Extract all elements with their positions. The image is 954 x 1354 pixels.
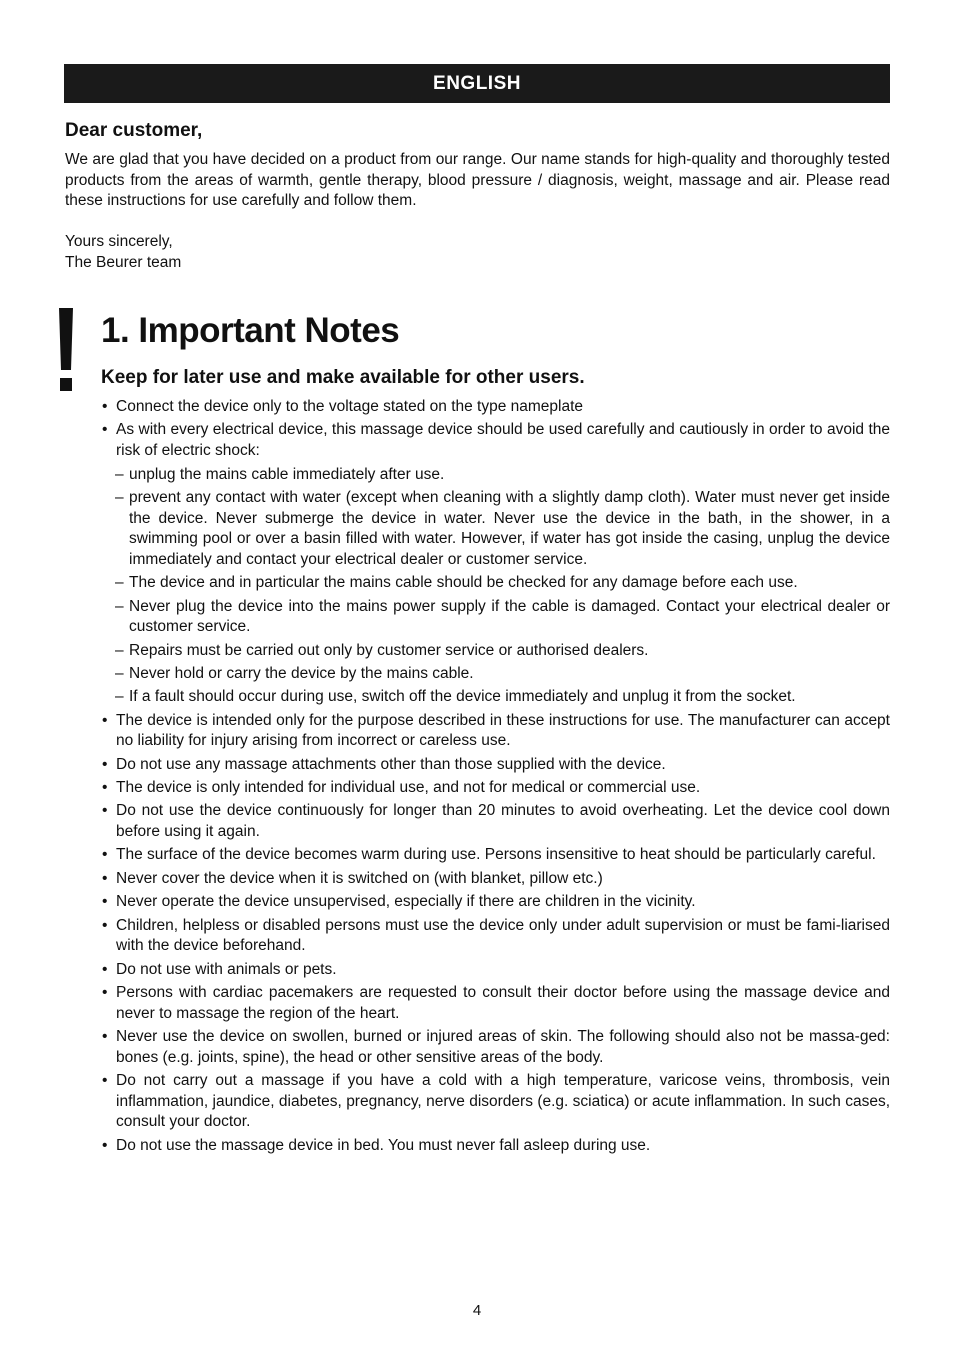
- list-item: • The device is intended only for the purpose described in these instructions for use. The manufacturer can accept no liability for injury arising from incorrect or careless use.: [100, 711, 890, 752]
- sub-list: [100, 465, 890, 708]
- notes-list: [100, 397, 890, 1159]
- list-item: • As with every electrical device, this massage device should be used carefully and cautiously in order to avoid the risk of electric shock: – unplug the mains cable immediately after use. – prevent any contact with water (except when cleaning with a slightly damp cloth). Water must never get inside the device. Never submerge the device in water. Never use the device in the bath, in the shower, in a swimming pool or over a basin filled with water. However, if water has got inside the casing, unplug the device immediately and contact your electrical dealer or customer service. – The device and in particular the mains cable should be checked for any damage before each use. – Never plug the device into the mains power supply if the cable is damaged. Contact your electrical dealer or customer service. – Repairs must be carried out only by customer service or authorised dealers. – Never hold or carry the device by the mains cable. – If a fault should occur during use, switch off the device immediately and unplug it from the socket.: [100, 420, 890, 708]
- sub-list-item: – If a fault should occur during use, switch off the device immediately and unplug it from the socket.: [100, 687, 890, 708]
- language-label: ENGLISH: [433, 72, 521, 94]
- sub-list-item: – Repairs must be carried out only by customer service or authorised dealers.: [100, 641, 890, 662]
- signoff: [65, 232, 181, 273]
- list-item: • The surface of the device becomes warm during use. Persons insensitive to heat should be particularly careful.: [100, 845, 890, 866]
- language-header: [64, 64, 890, 103]
- list-item: • Do not use the device continuously for longer than 20 minutes to avoid overheating. Let the device cool down before using it again.: [100, 801, 890, 842]
- signoff-line-2: The Beurer team: [65, 253, 182, 271]
- intro-text: We are glad that you have decided on a product from our range. Our name stands for high-quality and thoroughly tested products from the areas of warmth, gentle therapy, blood pressure / diagnosis, weight, massage and air. Please read these instructions for use carefully and follow them.: [65, 151, 890, 210]
- list-item: • Connect the device only to the voltage stated on the type nameplate: [100, 397, 890, 418]
- sub-list-item: – Never plug the device into the mains power supply if the cable is damaged. Contact your electrical dealer or customer service.: [100, 597, 890, 638]
- list-item: • Never operate the device unsupervised, especially if there are children in the vicinity.: [100, 892, 890, 913]
- page-number: 4: [472, 1302, 482, 1319]
- list-item: • Never use the device on swollen, burned or injured areas of skin. The following should also not be massa-ged: bones (e.g. joints, spine), the head or other sensitive areas of the body.: [100, 1027, 890, 1068]
- list-item: • The device is only intended for individual use, and not for medical or commercial use.: [100, 778, 890, 799]
- signoff-line-1: Yours sincerely,: [65, 233, 173, 250]
- sub-list-item: – prevent any contact with water (except when cleaning with a slightly damp cloth). Water must never get inside the device. Never submerge the device in water. Never use the device in the bath, in the shower, in a swimming pool or over a basin filled with water. However, if water has got inside the casing, unplug the device immediately and contact your electrical dealer or customer service.: [100, 488, 890, 570]
- list-item: • Persons with cardiac pacemakers are requested to consult their doctor before using the massage device and never to massage the region of the heart.: [100, 983, 890, 1024]
- sub-list-item: – unplug the mains cable immediately after use.: [100, 465, 890, 486]
- list-item: • Do not use the massage device in bed. You must never fall asleep during use.: [100, 1136, 890, 1157]
- list-item: • Do not use with animals or pets.: [100, 960, 890, 981]
- intro-paragraph: [65, 150, 890, 212]
- section-subtitle: Keep for later use and make available for other users.: [101, 367, 585, 388]
- sub-list-item: – Never hold or carry the device by the mains cable.: [100, 664, 890, 685]
- list-item: • Never cover the device when it is switched on (with blanket, pillow etc.): [100, 869, 890, 890]
- sub-list-item: – The device and in particular the mains cable should be checked for any damage before each use.: [100, 573, 890, 594]
- exclamation-warning-icon: [56, 308, 76, 392]
- list-item: • Children, helpless or disabled persons must use the device only under adult supervision or must be fami-liarised with the device beforehand.: [100, 916, 890, 957]
- list-item: • Do not carry out a massage if you have a cold with a high temperature, varicose veins, thrombosis, vein inflammation, jaundice, diabetes, pregnancy, nerve disorders (e.g. sciatica) or acute inflammation. In such cases, consult your doctor.: [100, 1071, 890, 1133]
- greeting: Dear customer,: [65, 120, 203, 141]
- list-item: • Do not use any massage attachments other than those supplied with the device.: [100, 755, 890, 776]
- section-title: 1. Important Notes: [101, 311, 400, 350]
